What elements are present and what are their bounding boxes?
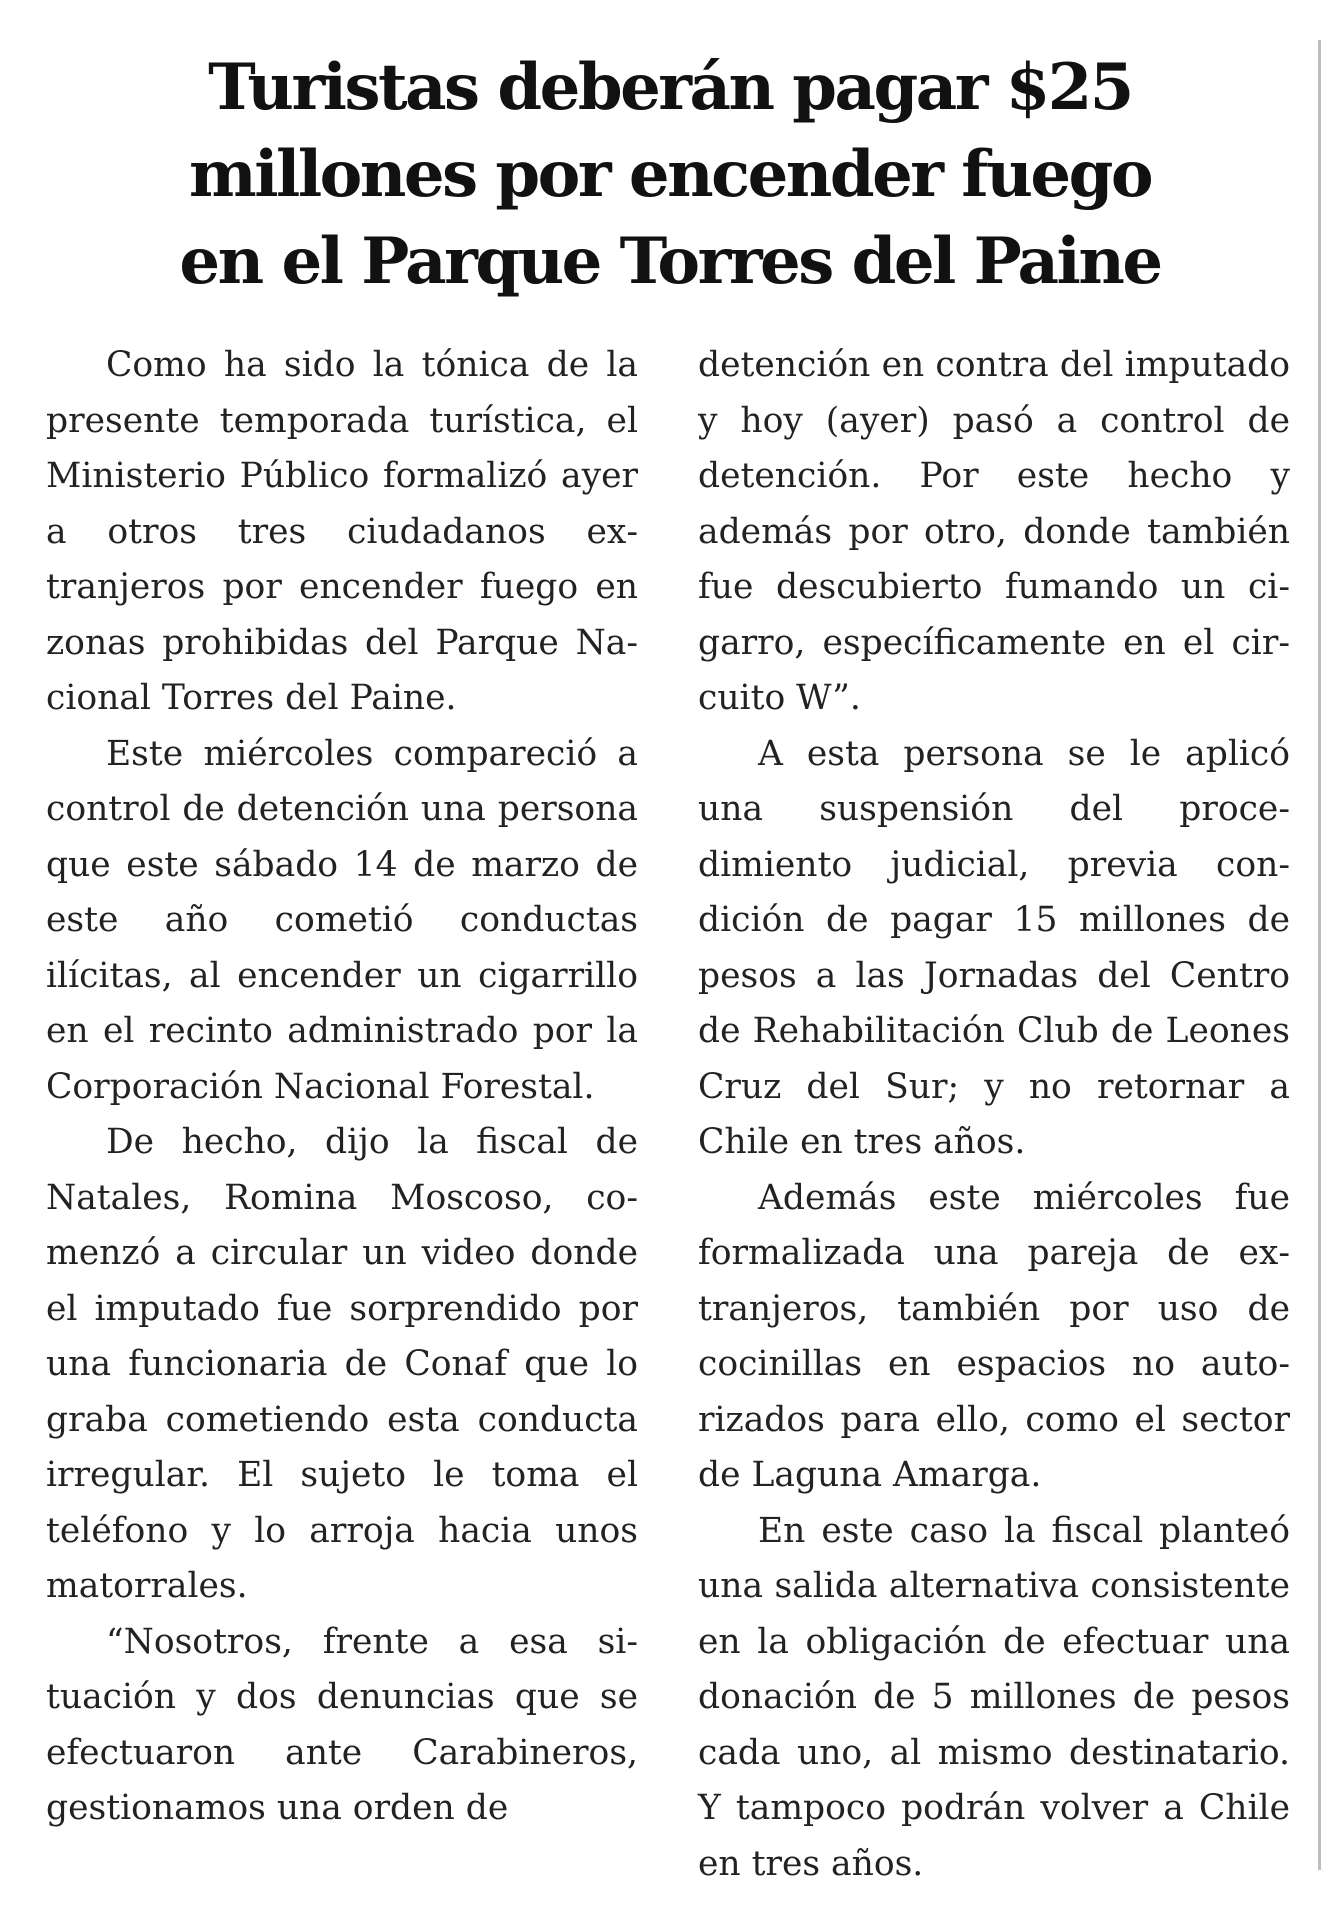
paragraph: A esta persona se le aplicó una suspensión del procedimiento judicial, previa condición de pagar 15 millones de pesos a las Jornadas del Centro de Rehabilitación Club de Leones Cruz del Sur; y no retornar a Chile en tres años. bbox=[698, 733, 1290, 1162]
paragraph: Además este miércoles fue formalizada una pareja de extranjeros, también por uso de cocinillas en espacios no autorizados para ello, como el sector de Laguna Amarga. bbox=[698, 1177, 1290, 1495]
paragraph: Este miércoles compareció a control de detención una persona que este sábado 14 de marzo de este año cometió conductas ilícitas, al encender un cigarrillo en el recinto administrado por la Corporación Nacional Forestal. bbox=[46, 733, 638, 1107]
paragraph-continued: detención en contra del imputado y hoy (ayer) pasó a control de detención. Por este hecho y además por otro, donde también fue descubierto fumando un cigarro, específicamente en el circuito W”. bbox=[698, 345, 1290, 718]
paragraph: Como ha sido la tónica de la presente temporada turística, el Ministerio Público formalizó ayer a otros tres ciudadanos extranjeros por encender fuego en zonas prohibidas del Parque Nacional Torres del Paine. bbox=[46, 345, 638, 718]
headline: Turistas deberán pagar $25 millones por encender fuego en el Parque Torres del Paine bbox=[179, 50, 1161, 299]
column-rule bbox=[1318, 40, 1321, 1870]
paragraph: En este caso la fiscal planteó una salida alternativa consistente en la obligación de efectuar una donación de 5 millones de pesos cada uno, al mismo destinatario. Y tampoco podrán volver a Chile en tres años. bbox=[698, 1510, 1290, 1884]
paragraph: De hecho, dijo la fiscal de Natales, Romina Moscoso, comenzó a circular un video donde el imputado fue sorprendido por una funcionaria de Conaf que lo graba cometiendo esta conducta irregular. El sujeto le toma el teléfono y lo arroja hacia unos matorrales. bbox=[46, 1122, 638, 1606]
paragraph: “Nosotros, frente a esa situación y dos denuncias que se efectuaron ante Carabineros, gestionamos una orden de bbox=[46, 1621, 638, 1828]
left-column bbox=[46, 338, 638, 1837]
right-column bbox=[698, 338, 1290, 1892]
